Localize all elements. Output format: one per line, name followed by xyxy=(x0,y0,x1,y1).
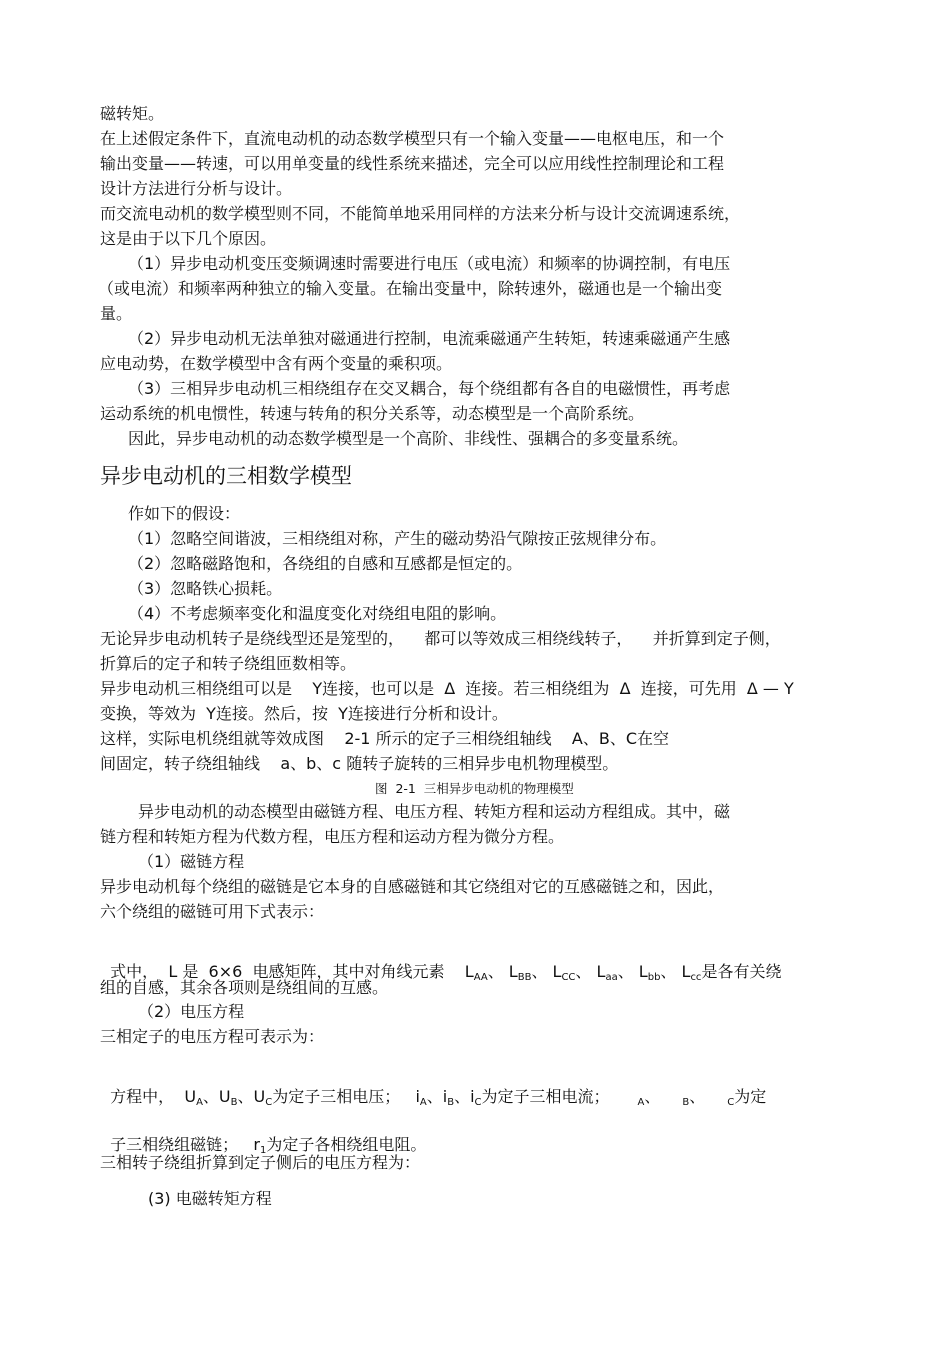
line-1: 在上述假定条件下，直流电动机的动态数学模型只有一个输入变量——电枢电压，和一个 xyxy=(100,129,725,148)
matrix-description: 式中， L 是 6×6 电感矩阵，其中对角线元素 $L_{AA}$、 $L_{BB}$、 $L_{CC}$、 $L_{aa}$、 $L_{bb}$、 $L_{cc}$是各有关绕 xyxy=(110,962,782,983)
assume-0: 作如下的假设： xyxy=(128,504,241,523)
line-3: 设计方法进行分析与设计。 xyxy=(100,179,293,198)
line-10: 应电动势，在数学模型中含有两个变量的乘积项。 xyxy=(100,354,453,373)
line-7: （或电流）和频率两种独立的输入变量。在输出变量中，除转速外，磁通也是一个输出变 xyxy=(98,279,723,298)
line-6: （1）异步电动机变压变频调速时需要进行电压（或电流）和频率的协调控制，有电压 xyxy=(128,254,731,273)
assume-4: （4）不考虑频率变化和温度变化对绕组电阻的影响。 xyxy=(128,604,507,623)
torque-heading: (3) 电磁转矩方程 xyxy=(148,1189,272,1208)
para3-2: （1）磁链方程 xyxy=(138,852,245,871)
para2-3: 变换，等效为 Y连接。然后，按 Y连接进行分析和设计。 xyxy=(100,704,508,723)
line-5: 这是由于以下几个原因。 xyxy=(100,229,277,248)
voltage-description: 方程中， $U_A$、$U_B$、$U_C$为定子三相电压； $i_A$、$i_B$、$i_C$为定子三相电流； $_A$、 $_B$、 $_C$为定 xyxy=(110,1087,767,1108)
para2-5: 间固定，转子绕组轴线 a、b、c 随转子旋转的三相异步电机物理模型。 xyxy=(100,754,619,773)
assume-3: （3）忽略铁心损耗。 xyxy=(128,579,283,598)
para2-4: 这样，实际电机绕组就等效成图 2-1 所示的定子三相绕组轴线 A、B、C在空 xyxy=(100,729,670,748)
line-2: 输出变量——转速，可以用单变量的线性系统来描述，完全可以应用线性控制理论和工程 xyxy=(100,154,725,173)
voltage-description-2: 子三相绕组磁链； $r_1$为定子各相绕组电阻。 xyxy=(110,1135,427,1156)
para2-1: 折算后的定子和转子绕组匝数相等。 xyxy=(100,654,357,673)
line-4: 而交流电动机的数学模型则不同，不能简单地采用同样的方法来分析与设计交流调速系统， xyxy=(100,204,741,223)
para2-2: 异步电动机三相绕组可以是 Y连接，也可以是 Δ 连接。若三相绕组为 Δ 连接，可先用 Δ — Y xyxy=(100,679,794,698)
para2-0: 无论异步电动机转子是绕线型还是笼型的， 都可以等效成三相绕线转子， 并折算到定子侧， xyxy=(100,629,781,648)
assume-1: （1）忽略空间谐波，三相绕组对称，产生的磁动势沿气隙按正弦规律分布。 xyxy=(128,529,667,548)
voltage-heading: （2）电压方程 xyxy=(138,1002,245,1021)
line-0: 磁转矩。 xyxy=(100,104,165,123)
para3-3: 异步电动机每个绕组的磁链是它本身的自感磁链和其它绕组对它的互感磁链之和，因此， xyxy=(100,877,725,896)
rotor-intro: 三相转子绕组折算到定子侧后的电压方程为： xyxy=(100,1153,421,1172)
line-11: （3）三相异步电动机三相绕组存在交叉耦合，每个绕组都有各自的电磁惯性，再考虑 xyxy=(128,379,731,398)
line-13: 因此，异步电动机的动态数学模型是一个高阶、非线性、强耦合的多变量系统。 xyxy=(128,429,689,448)
line-12: 运动系统的机电惯性，转速与转角的积分关系等，动态模型是一个高阶系统。 xyxy=(100,404,645,423)
para3-0: 异步电动机的动态模型由磁链方程、电压方程、转矩方程和运动方程组成。其中，磁 xyxy=(138,802,731,821)
voltage-intro: 三相定子的电压方程可表示为： xyxy=(100,1027,325,1046)
line-8: 量。 xyxy=(100,304,133,323)
para3-1: 链方程和转矩方程为代数方程，电压方程和运动方程为微分方程。 xyxy=(100,827,565,846)
figure-caption: 图 2-1 三相异步电动机的物理模型 xyxy=(375,781,574,796)
line-9: （2）异步电动机无法单独对磁通进行控制，电流乘磁通产生转矩，转速乘磁通产生感 xyxy=(128,329,731,348)
matrix-description-2: 组的自感，其余各项则是绕组间的互感。 xyxy=(100,978,389,997)
assume-2: （2）忽略磁路饱和，各绕组的自感和互感都是恒定的。 xyxy=(128,554,523,573)
para3-4: 六个绕组的磁链可用下式表示： xyxy=(100,902,325,921)
section-heading: 异步电动机的三相数学模型 xyxy=(100,464,352,488)
